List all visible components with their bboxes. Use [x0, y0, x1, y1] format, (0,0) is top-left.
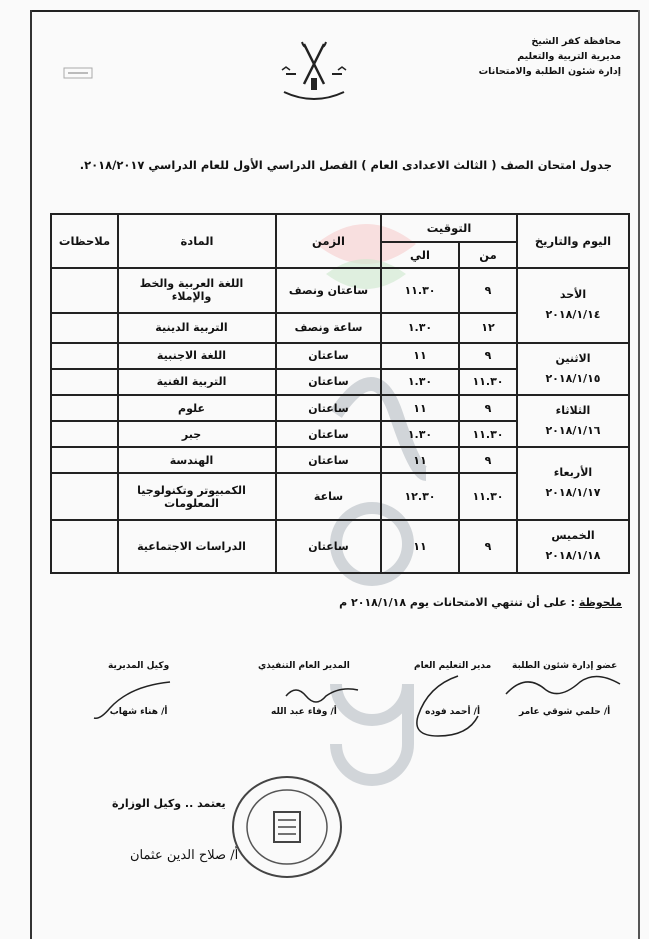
letterhead-line-governorate: محافظة كفر الشيخ — [531, 36, 621, 47]
handwritten-signature-icon — [500, 672, 628, 702]
exam-schedule-table — [50, 213, 630, 574]
table-row — [51, 520, 629, 573]
duration: ساعة ونصف — [276, 313, 381, 343]
time-to: ١.٣٠ — [381, 421, 459, 447]
letterhead-line-directorate: مديرية التربية والتعليم — [517, 51, 621, 62]
handwritten-signature-icon — [90, 674, 180, 724]
time-from: ١١.٣٠ — [459, 369, 517, 395]
header-day-date: اليوم والتاريخ — [517, 214, 629, 268]
day-cell — [517, 343, 629, 395]
day-cell — [517, 447, 629, 519]
footnote — [300, 596, 622, 609]
time-to: ١١ — [381, 447, 459, 473]
notes-cell — [51, 447, 118, 473]
day-name: الأربعاء — [553, 466, 593, 480]
duration: ساعتان — [276, 369, 381, 395]
duration: ساعتان — [276, 447, 381, 473]
header-duration: الزمن — [276, 214, 381, 268]
frame-line-right — [638, 10, 640, 939]
duration: ساعة — [276, 473, 381, 519]
time-to: ١١ — [381, 395, 459, 421]
signature-name: أ/ حلمي شوقي عامر — [518, 707, 611, 717]
time-from: ٩ — [459, 395, 517, 421]
subject: جبر — [118, 421, 276, 447]
subject: التربية الفنية — [118, 369, 276, 395]
day-cell — [517, 268, 629, 342]
time-to: ١.٣٠ — [381, 369, 459, 395]
table-header-row — [51, 214, 629, 242]
table-row — [51, 447, 629, 473]
duration: ساعتان — [276, 421, 381, 447]
time-from: ١١.٣٠ — [459, 421, 517, 447]
signature-name: أ/ وفاء عبد الله — [271, 707, 337, 717]
day-date: ٢٠١٨/١/١٥ — [545, 371, 601, 385]
footnote-text: : على أن تنتهي الامتحانات يوم ٢٠١٨/١/١٨ م — [339, 596, 575, 609]
letterhead-line-department: إدارة شئون الطلبة والامتحانات — [478, 66, 621, 77]
notes-cell — [51, 343, 118, 369]
subject: الهندسة — [118, 447, 276, 473]
time-from: ٩ — [459, 520, 517, 573]
signature-name: أ/ أحمد فوده — [425, 707, 481, 717]
notes-cell — [51, 313, 118, 343]
footnote-label: ملحوظة — [578, 596, 622, 609]
signature-title: عضو إدارة شئون الطلبة — [512, 661, 618, 671]
time-from: ١٢ — [459, 313, 517, 343]
time-from: ٩ — [459, 447, 517, 473]
notes-cell — [51, 369, 118, 395]
document-title: جدول امتحان الصف ( الثالث الاعدادى العام ) الفصل الدراسي الأول للعام الدراسي ٢٠١٨/٢٠١٧. — [79, 158, 612, 172]
emblem-logo-icon — [278, 40, 350, 104]
official-seal-icon — [228, 772, 346, 882]
duration: ساعتان — [276, 395, 381, 421]
approval-label: يعتمد .. وكيل الوزارة — [112, 797, 226, 810]
frame-line-top — [30, 10, 640, 12]
day-cell — [517, 520, 629, 573]
signature-name: أ/ هناء شهاب — [109, 707, 168, 717]
notes-cell — [51, 520, 118, 573]
table-row — [51, 395, 629, 421]
frame-line-left — [30, 10, 32, 939]
notes-cell — [51, 268, 118, 312]
day-name: الاثنين — [555, 351, 591, 365]
signature-title: المدير العام التنفيذي — [258, 661, 350, 671]
subject: علوم — [118, 395, 276, 421]
day-date: ٢٠١٨/١/١٨ — [545, 549, 601, 563]
time-from: ١١.٣٠ — [459, 473, 517, 519]
time-to: ١١.٣٠ — [381, 268, 459, 312]
duration: ساعتان — [276, 520, 381, 573]
notes-cell — [51, 473, 118, 519]
handwritten-signature-icon — [408, 672, 488, 742]
header-subject: المادة — [118, 214, 276, 268]
subject: الدراسات الاجتماعية — [118, 520, 276, 573]
header-from: من — [459, 242, 517, 268]
subject: التربية الدينية — [118, 313, 276, 343]
day-cell — [517, 395, 629, 447]
day-name: الأحد — [559, 288, 587, 302]
notes-cell — [51, 421, 118, 447]
time-to: ١.٣٠ — [381, 313, 459, 343]
duration: ساعتان ونصف — [276, 268, 381, 312]
signature-title: مدير التعليم العام — [414, 661, 492, 671]
notes-cell — [51, 395, 118, 421]
time-to: ١١ — [381, 343, 459, 369]
time-from: ٩ — [459, 343, 517, 369]
day-date: ٢٠١٨/١/١٤ — [545, 308, 601, 322]
header-to: الي — [381, 242, 459, 268]
header-notes: ملاحظات — [51, 214, 118, 268]
subject: اللغة الاجنبية — [118, 343, 276, 369]
table-row — [51, 343, 629, 369]
table-row — [51, 268, 629, 312]
time-to: ١٢.٣٠ — [381, 473, 459, 519]
letterhead — [479, 34, 621, 79]
day-date: ٢٠١٨/١/١٧ — [545, 486, 601, 500]
time-from: ٩ — [459, 268, 517, 312]
header-timing: التوقيت — [381, 214, 517, 242]
day-name: الخميس — [551, 529, 595, 543]
day-date: ٢٠١٨/١/١٦ — [545, 424, 601, 438]
handwritten-signature-icon — [282, 680, 362, 710]
signature-title: وكيل المديرية — [108, 661, 170, 671]
duration: ساعتان — [276, 343, 381, 369]
day-name: الثلاثاء — [555, 404, 591, 418]
approval-name: أ/ صلاح الدين عثمان — [130, 848, 239, 863]
subject: اللغة العربية والخط والإملاء — [118, 268, 276, 312]
time-to: ١١ — [381, 520, 459, 573]
subject: الكمبيوتر وتكنولوجيا المعلومات — [118, 473, 276, 519]
faint-mark-icon — [62, 64, 96, 82]
